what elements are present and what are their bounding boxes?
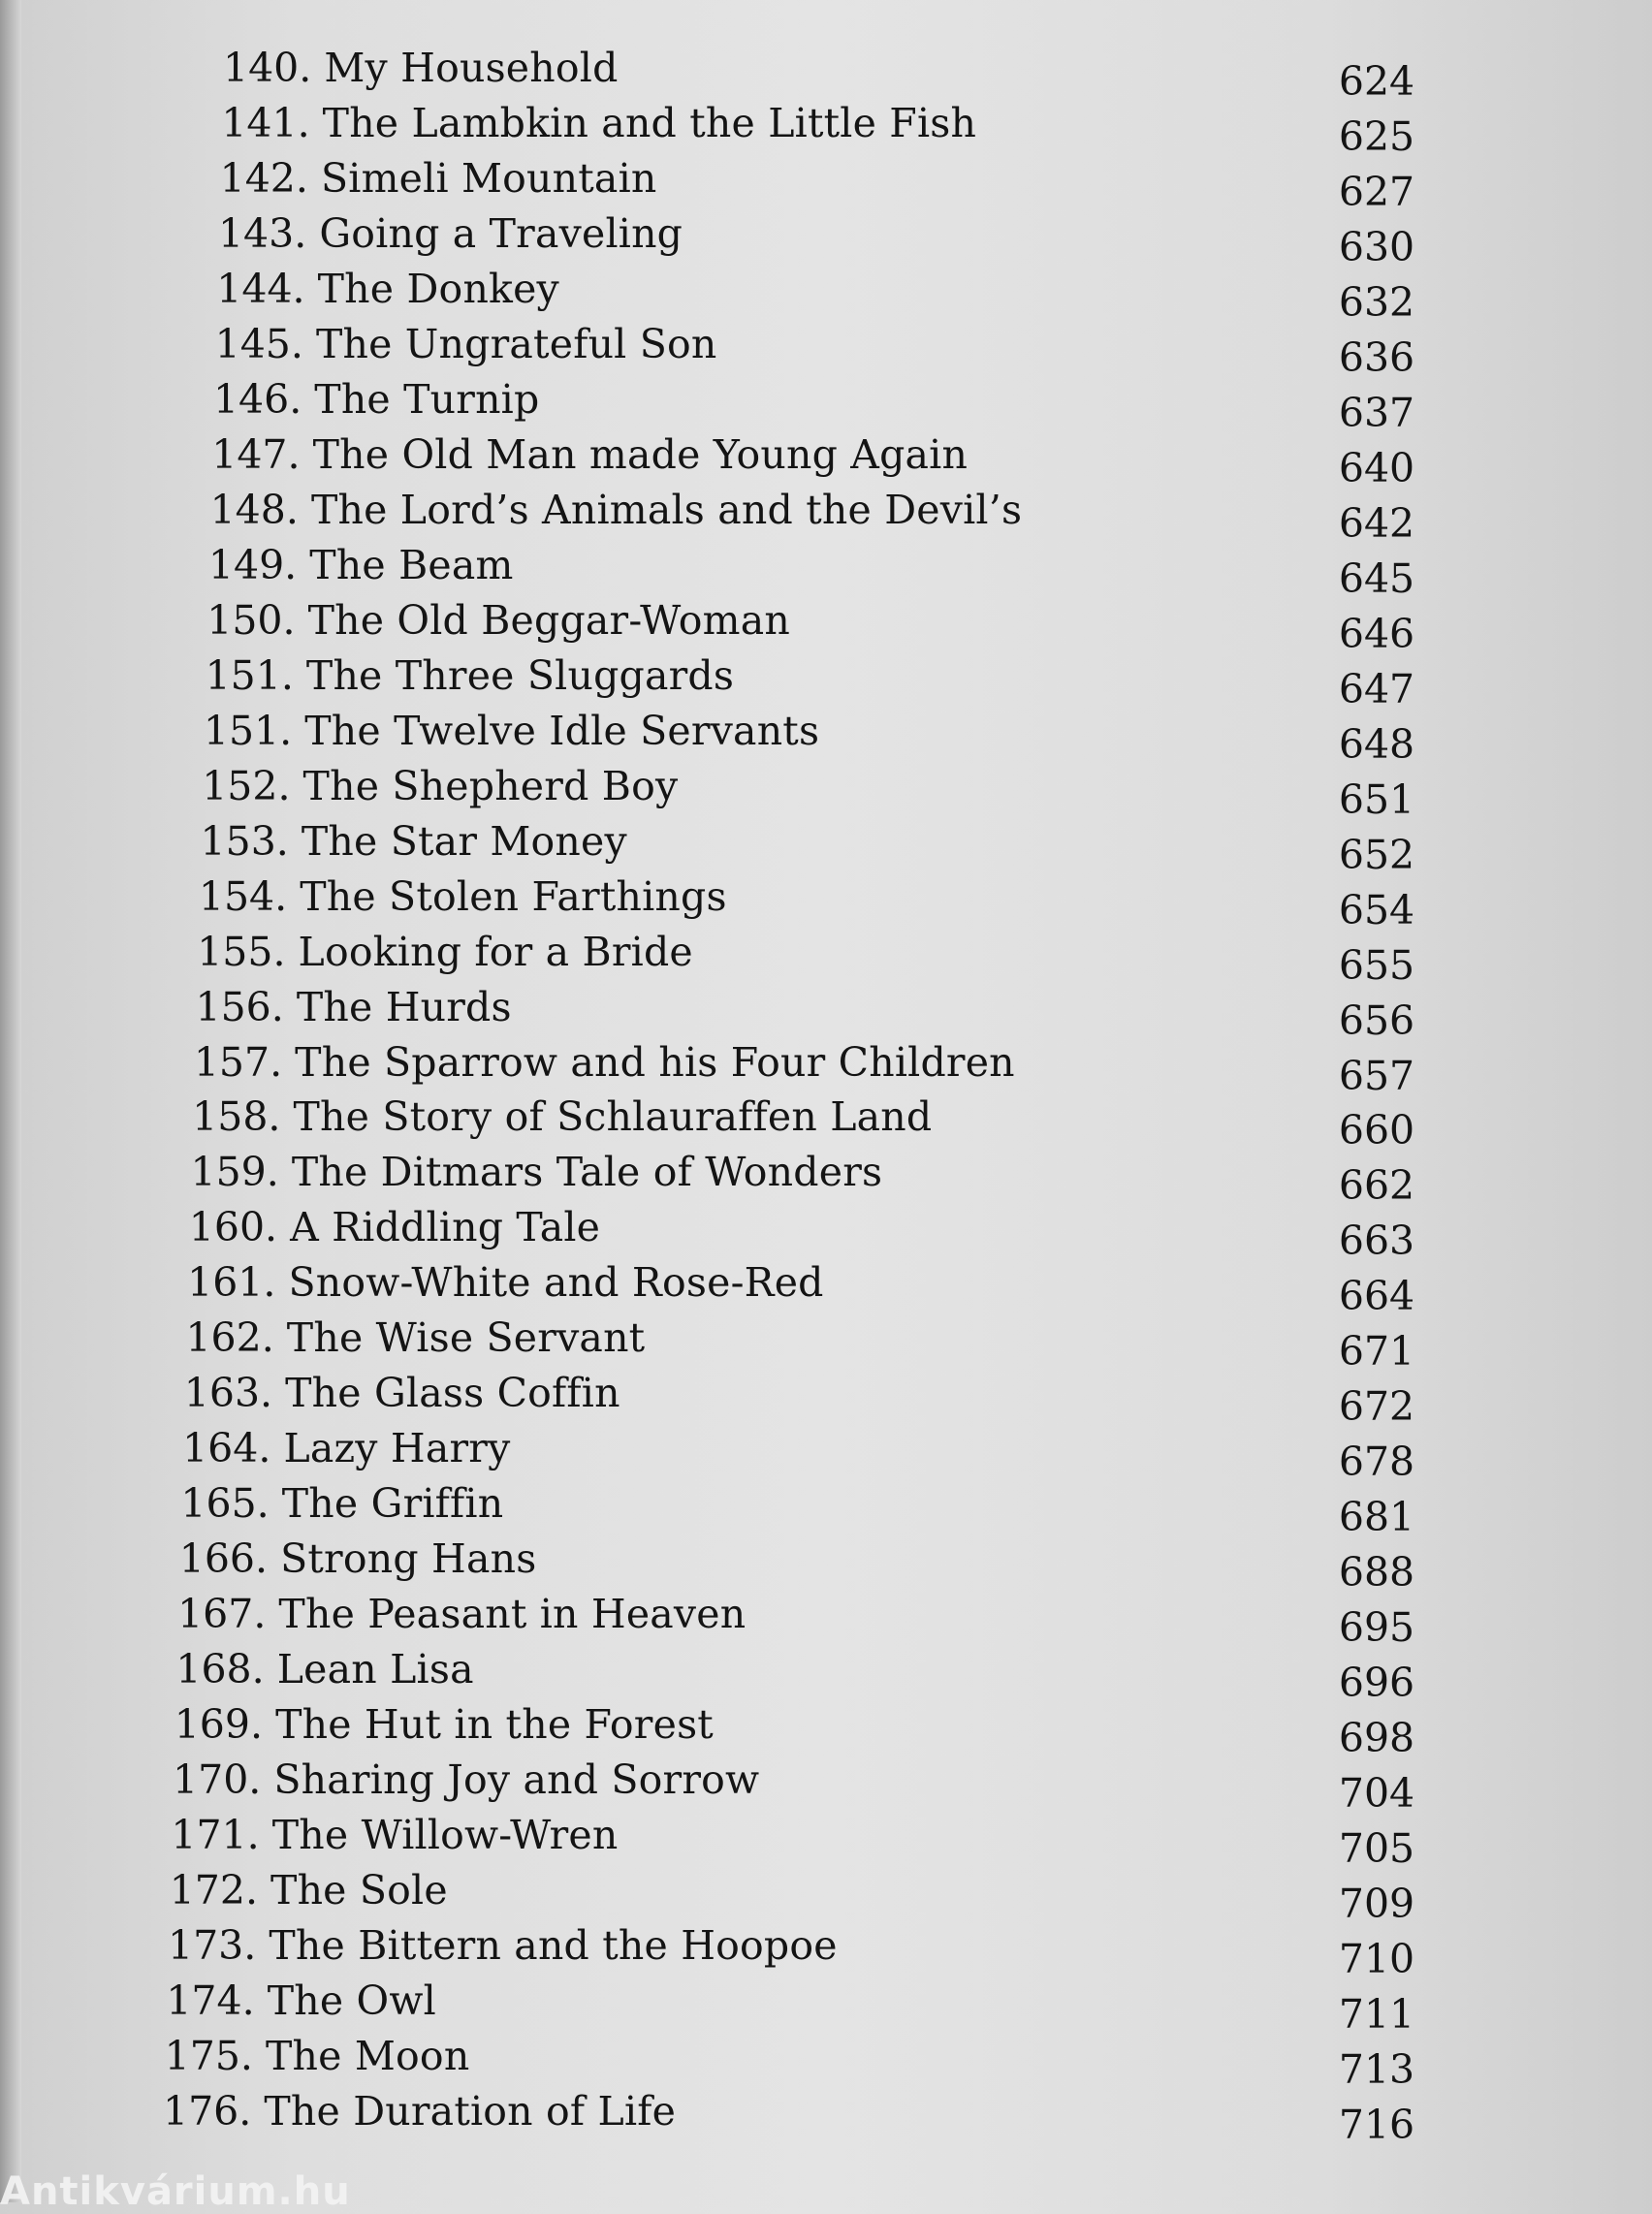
entry-title: The Sole [270,1867,448,1914]
entry-number: 145. [214,320,303,367]
entry-number: 151. [203,707,293,754]
entry-number: 159. [190,1149,279,1196]
entry-title: Strong Hans [280,1535,537,1583]
entry-title: The Duration of Life [264,2088,677,2135]
entry-number: 157. [193,1038,283,1086]
entry-page-number: 671 [1338,1328,1415,1376]
toc-entry [185,1313,645,1362]
entry-title: The Wise Servant [286,1314,646,1362]
toc-entry [216,265,559,313]
entry-page-number: 660 [1338,1107,1415,1154]
entry-title: The Ungrateful Son [315,320,717,367]
entry-title: Sharing Joy and Sorrow [273,1756,760,1804]
entry-page-number: 710 [1338,1936,1415,1983]
toc-entry [213,375,540,424]
entry-page-number: 657 [1338,1052,1415,1099]
toc-entry [165,2032,470,2080]
entry-title: Looking for a Bride [298,928,693,975]
entry-page-number: 652 [1338,831,1415,878]
toc-entry [182,1424,510,1472]
entry-title: Snow-White and Rose-Red [288,1259,824,1307]
entry-page-number: 696 [1338,1660,1415,1707]
toc-entry [190,1148,882,1196]
toc-entry [218,209,683,258]
entry-number: 171. [171,1812,260,1859]
entry-page-number: 646 [1338,610,1415,657]
entry-page-number: 645 [1338,554,1415,602]
entry-page-number: 640 [1338,444,1415,491]
entry-number: 151. [205,651,294,699]
entry-number: 164. [182,1425,271,1472]
entry-number: 170. [173,1756,262,1804]
entry-title: Simeli Mountain [320,154,657,202]
entry-title: The Old Beggar-Woman [307,596,790,644]
entry-number: 141. [221,99,310,146]
entry-title: The Shepherd Boy [302,762,679,809]
entry-number: 175. [164,2033,253,2080]
entry-title: The Ditmars Tale of Wonders [291,1149,883,1196]
entry-number: 148. [209,486,299,533]
entry-page-number: 681 [1338,1494,1415,1541]
watermark: Antikvárium.hu [0,2169,351,2214]
entry-page-number: 624 [1338,58,1415,105]
toc-entry [194,1038,1015,1087]
entry-number: 140. [223,45,312,91]
entry-number: 156. [195,983,284,1030]
entry-title: The Hut in the Forest [275,1701,714,1749]
entry-page-number: 654 [1338,886,1415,933]
entry-title: The Sparrow and his Four Children [295,1038,1015,1086]
entry-number: 167. [177,1591,267,1638]
toc-entry [220,154,657,203]
entry-number: 169. [174,1701,264,1749]
toc-entry [210,486,1023,534]
entry-number: 158. [192,1093,281,1141]
entry-page-number: 695 [1338,1604,1415,1652]
entry-page-number: 656 [1338,996,1415,1044]
entry-title: The Stolen Farthings [300,872,727,920]
toc-entry [179,1534,537,1583]
entry-page-number: 655 [1338,941,1415,989]
toc-entry [196,983,512,1031]
toc-entry [180,1479,503,1528]
entry-page-number: 716 [1338,2102,1415,2148]
entry-number: 144. [216,265,305,312]
entry-page-number: 704 [1338,1770,1415,1818]
toc-entry [171,1811,618,1859]
toc-entry [189,1203,600,1251]
entry-page-number: 636 [1338,333,1415,381]
entry-title: My Household [324,45,619,91]
toc-entry [170,1866,448,1914]
entry-page-number: 662 [1338,1162,1415,1210]
entry-number: 161. [187,1259,276,1307]
entry-number: 173. [168,1922,257,1970]
toc-entry [221,99,976,147]
toc-entry [184,1369,620,1417]
entry-page-number: 713 [1338,2046,1415,2094]
entry-title: The Moon [266,2033,470,2080]
toc-entry [206,651,735,700]
entry-number: 153. [200,817,289,865]
entry-title: The Turnip [314,375,540,423]
entry-number: 176. [163,2088,252,2135]
entry-number: 174. [166,1977,255,2025]
entry-title: The Three Sluggards [305,651,735,699]
toc-entry [177,1590,746,1638]
entry-page-number: 630 [1338,223,1415,270]
entry-page-number: 632 [1338,278,1415,326]
entry-page-number: 642 [1338,499,1415,547]
entry-title: The Lambkin and the Little Fish [322,99,977,146]
entry-number: 142. [219,154,308,202]
entry-page-number: 705 [1338,1825,1415,1873]
entry-number: 152. [202,762,291,809]
entry-title: The Story of Schlauraffen Land [293,1093,933,1141]
toc-entry [204,707,819,755]
toc-entry [175,1645,473,1693]
entry-title: The Glass Coffin [285,1370,620,1417]
toc-entry [187,1258,823,1307]
entry-title: The Hurds [296,983,512,1030]
toc-entry [201,817,627,866]
entry-title: The Donkey [317,265,559,312]
entry-page-number: 672 [1338,1383,1415,1431]
entry-title: The Willow-Wren [271,1812,619,1859]
entry-title: The Star Money [301,817,627,865]
entry-title: The Owl [267,1977,436,2025]
entry-page-number: 651 [1338,775,1415,823]
entry-number: 150. [206,596,296,644]
entry-number: 154. [198,872,288,920]
entry-number: 143. [217,209,307,257]
entry-page-number: 678 [1338,1439,1415,1486]
entry-title: The Old Man made Young Again [312,430,969,478]
entry-title: A Riddling Tale [290,1204,601,1251]
toc-entry [202,762,678,810]
entry-number: 160. [188,1204,278,1251]
entry-title: The Peasant in Heaven [278,1591,747,1638]
entry-number: 147. [211,430,301,478]
entry-page-number: 647 [1338,665,1415,712]
toc-entry [199,872,727,921]
entry-page-number: 625 [1338,112,1415,160]
toc-entry [173,1755,759,1804]
toc-entry [168,1921,838,1970]
entry-number: 163. [183,1370,273,1417]
toc-entry [208,541,514,589]
entry-page-number: 711 [1338,1991,1415,2039]
entry-page-number: 637 [1338,389,1415,436]
toc-entry [175,1700,714,1749]
toc-entry [197,928,693,976]
entry-page-number: 664 [1338,1273,1415,1320]
entry-number: 168. [175,1646,265,1693]
entry-number: 149. [207,541,298,588]
entry-page-number: 709 [1338,1881,1415,1928]
entry-title: The Bittern and the Hoopoe [269,1922,838,1970]
entry-page-number: 648 [1338,720,1415,768]
entry-title: The Beam [309,541,514,588]
entry-number: 172. [169,1867,258,1914]
entry-page-number: 627 [1338,168,1415,215]
entry-page-number: 688 [1338,1549,1415,1597]
toc-entry [166,1977,436,2025]
toc-entry [192,1092,932,1141]
entry-page-number: 663 [1338,1218,1415,1265]
toc-entry [215,320,717,368]
entry-number: 155. [197,928,286,975]
entry-number: 162. [185,1314,274,1362]
toc-entry [163,2087,676,2135]
toc-entry [223,44,619,92]
entry-title: The Griffin [281,1480,504,1528]
toc-entry [211,430,968,479]
toc-entry [206,596,790,645]
entry-number: 165. [180,1480,270,1528]
entry-title: The Twelve Idle Servants [304,707,820,754]
entry-title: Going a Traveling [319,209,683,257]
entry-number: 146. [212,375,302,423]
entry-title: Lazy Harry [283,1425,511,1472]
entry-number: 166. [178,1535,269,1583]
entry-page-number: 698 [1338,1715,1415,1762]
entry-title: The Lord’s Animals and the Devil’s [310,486,1023,533]
entry-title: Lean Lisa [276,1646,474,1693]
